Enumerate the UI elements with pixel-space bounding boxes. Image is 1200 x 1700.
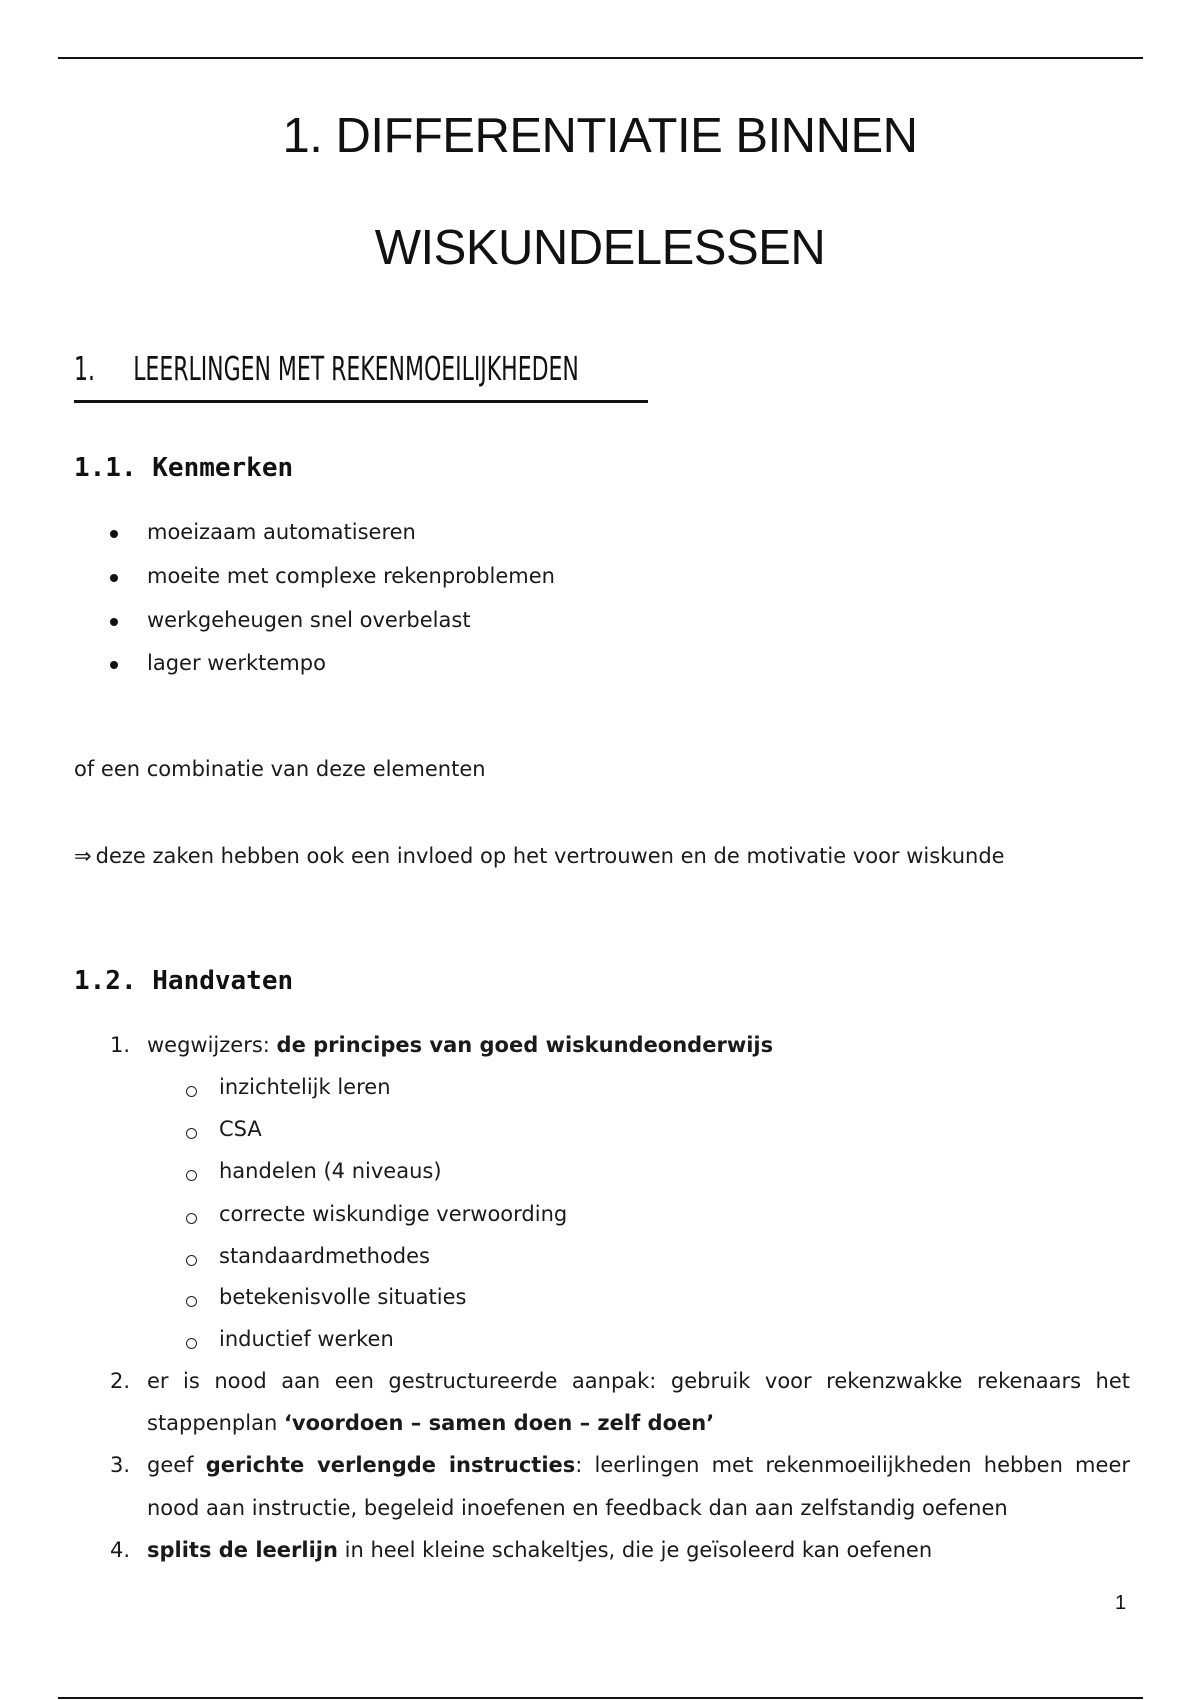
list-item-text-line-1: [147, 1455, 1130, 1476]
paragraph-combination: of een combinatie van deze elementen: [74, 757, 486, 781]
item-prefix: wegwijzers:: [147, 1033, 277, 1057]
sub-list-item: correcte wiskundige verwoording: [219, 1202, 568, 1226]
item-bold-text: gerichte verlengde instructies: [205, 1453, 576, 1477]
item-bold-text: splits de leerlijn: [147, 1538, 338, 1562]
conclusion-paragraph: [74, 846, 1005, 867]
list-item-text-line-1: er is nood aan een gestructureerde aanpak: gebruik voor rekenzwakke rekenaars het: [147, 1369, 1130, 1393]
chapter-number: 1.: [74, 349, 95, 388]
list-number: 4.: [110, 1538, 131, 1562]
item-rest-text: : leerlingen met rekenmoeilijkheden hebben meer: [575, 1453, 1130, 1477]
top-rule: [58, 57, 1143, 59]
list-item-text: moeizaam automatiseren: [147, 520, 416, 544]
bottom-rule: [58, 1697, 1143, 1699]
sub-list-item: betekenisvolle situaties: [219, 1285, 467, 1309]
item-bold-text: ‘voordoen – samen doen – zelf doen’: [283, 1411, 715, 1435]
section-heading-handvaten: 1.2. Handvaten: [74, 966, 294, 996]
list-item-text: [147, 1540, 932, 1561]
bullet-icon: [110, 530, 118, 538]
chapter-title: LEERLINGEN MET REKENMOEILIJKHEDEN: [133, 349, 579, 388]
sub-list-item: inzichtelijk leren: [219, 1075, 391, 1099]
circle-bullet-icon: [186, 1296, 197, 1307]
list-number: 2.: [110, 1369, 131, 1393]
bullet-icon: [110, 618, 118, 626]
item-prefix: geef: [147, 1453, 206, 1477]
circle-bullet-icon: [186, 1086, 197, 1097]
section-heading-kenmerken: 1.1. Kenmerken: [74, 453, 294, 483]
circle-bullet-icon: [186, 1170, 197, 1181]
item-bold-text: de principes van goed wiskundeonderwijs: [276, 1033, 774, 1057]
sub-list-item: inductief werken: [219, 1327, 394, 1351]
list-item-text-line-2: [147, 1413, 714, 1434]
sub-list-item: standaardmethodes: [219, 1244, 430, 1268]
document-title-line-1: 1. DIFFERENTIATIE BINNEN: [282, 109, 918, 163]
circle-bullet-icon: [186, 1338, 197, 1349]
item-prefix: stappenplan: [147, 1411, 284, 1435]
document-title-line-2: WISKUNDELESSEN: [374, 221, 826, 275]
circle-bullet-icon: [186, 1255, 197, 1266]
conclusion-text: deze zaken hebben ook een invloed op het vertrouwen en de motivatie voor wiskunde: [95, 844, 1005, 868]
list-item-text: lager werktempo: [147, 651, 326, 675]
circle-bullet-icon: [186, 1128, 197, 1139]
implies-arrow-icon: ⇒: [74, 844, 92, 868]
page-number: 1: [1115, 1592, 1127, 1614]
bullet-icon: [110, 574, 118, 582]
sub-list-item: handelen (4 niveaus): [219, 1159, 442, 1183]
item-rest-text: in heel kleine schakeltjes, die je geïsoleerd kan oefenen: [337, 1538, 933, 1562]
list-number: 1.: [110, 1033, 131, 1057]
sub-list-item: CSA: [219, 1117, 262, 1141]
list-number: 3.: [110, 1453, 131, 1477]
list-item-text: moeite met complexe rekenproblemen: [147, 564, 555, 588]
circle-bullet-icon: [186, 1213, 197, 1224]
list-item-text: werkgeheugen snel overbelast: [147, 608, 471, 632]
list-item-text-line-2: nood aan instructie, begeleid inoefenen en feedback dan aan zelfstandig oefenen: [147, 1496, 1008, 1520]
bullet-icon: [110, 661, 118, 669]
list-item-text: [147, 1035, 773, 1056]
chapter-underline: [74, 400, 648, 403]
chapter-heading: [74, 349, 579, 388]
